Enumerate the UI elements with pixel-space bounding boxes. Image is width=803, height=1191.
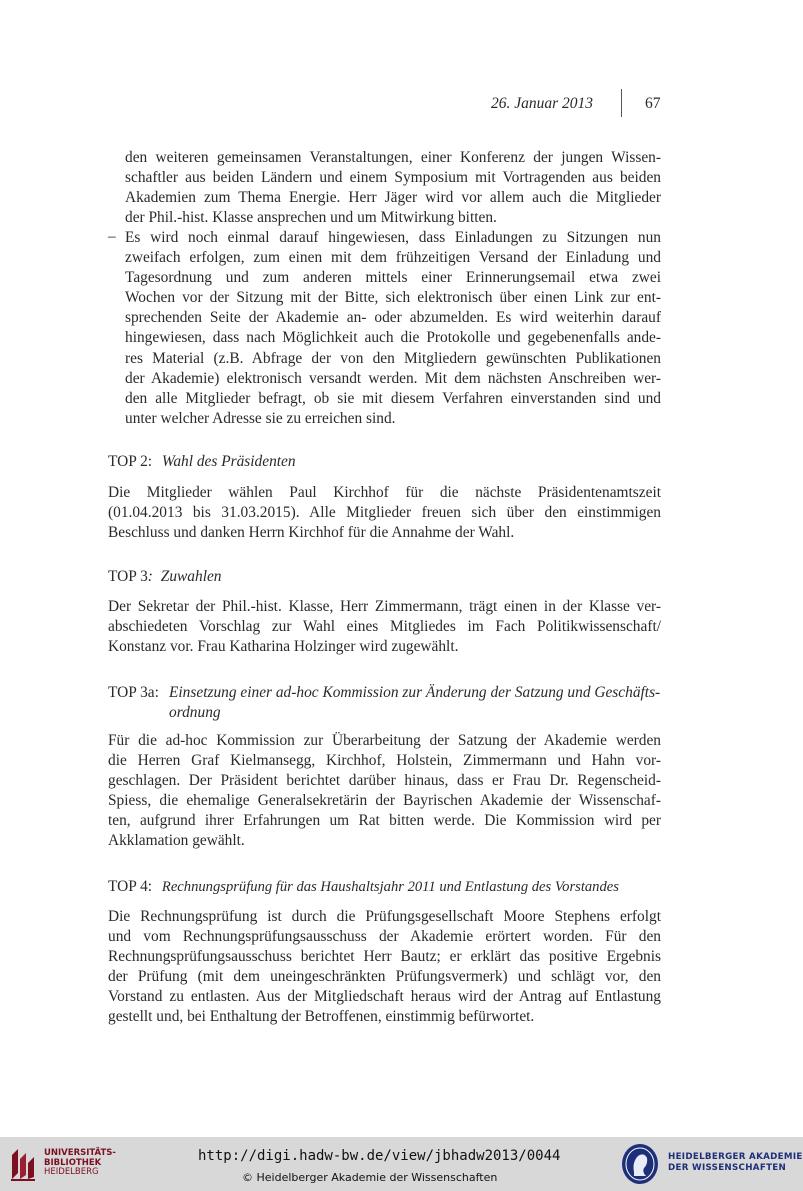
text-line: Akademien zum Thema Energie. Herr Jäger wird vor allem auch die Mitglieder [125, 189, 661, 207]
bullet-paragraph [125, 228, 661, 429]
top4-heading [108, 877, 619, 897]
top3-heading [108, 567, 222, 587]
text-line: ten, aufgrund ihrer Erfahrungen um Rat bitten werde. Die Kommission wird per [108, 812, 661, 830]
text-line: und vom Rechnungsprüfungsausschuss der Akademie erörtert worden. Für den [108, 928, 661, 946]
text-line: gestellt und, bei Enthaltung der Betroffenen, einstimmig befürwortet. [108, 1008, 535, 1026]
top3a-heading [108, 683, 661, 723]
bullet-dash: – [108, 228, 116, 245]
page-number: 67 [645, 95, 661, 112]
academy-name-line: DER WISSENSCHAFTEN [668, 1163, 787, 1173]
library-name-line: BIBLIOTHEK [44, 1157, 102, 1168]
university-library-logo-icon[interactable] [8, 1145, 38, 1183]
running-head [0, 95, 803, 119]
text-line: Konstanz vor. Frau Katharina Holzinger wird zugewählt. [108, 638, 459, 656]
top4-paragraph [108, 907, 661, 1028]
text-line: Der Sekretar der Phil.-hist. Klasse, Herr Zimmermann, trägt einen in der Klasse ver- [108, 598, 661, 615]
university-library-name [44, 1149, 116, 1178]
top3a-title [169, 683, 660, 723]
top3-title: Zuwahlen [160, 568, 222, 585]
text-line: Wochen vor der Sitzung mit der Bitte, sich elektronisch über einen Link zur ent- [125, 289, 661, 307]
text-line: Rechnungsprüfungsausschuss berichtet Herr Bautz; er erklärt das positive Ergebnis [108, 948, 661, 966]
top2-paragraph [108, 483, 661, 543]
text-line: der Prüfung (mit dem uneingeschränkten Prüfungsvermerk) und schlägt vor, den [108, 968, 661, 986]
continuation-paragraph [125, 148, 661, 228]
copyright-notice: © Heidelberger Akademie der Wissenschaften [242, 1171, 498, 1184]
top3a-title-line: ordnung [169, 704, 221, 721]
text-line: res Material (z.B. Abfrage der von den Mitgliedern gewünschten Publikationen [125, 349, 661, 367]
text-line: der Phil.-hist. Klasse ansprechen und um Mitwirkung bitten. [125, 209, 497, 227]
text-line: (01.04.2013 bis 31.03.2015). Alle Mitglieder freuen sich über den einstimmigen [108, 504, 661, 522]
top2-heading [108, 452, 296, 472]
top3-colon: : [147, 568, 153, 585]
top3-number: TOP 3 [108, 568, 148, 585]
text-line: hingewiesen, dass nach Möglichkeit auch die Protokolle und gegebenenfalls ande- [125, 329, 661, 347]
library-name-line: HEIDELBERG [44, 1167, 99, 1177]
text-line: Tagesordnung und zum anderen mittels einer Erinnerungsemail etwa zwei [125, 269, 661, 287]
text-line: Vorstand zu entlasten. Aus der Mitgliedschaft heraus wird der Antrag auf Entlastung [108, 988, 661, 1006]
top3a-paragraph [108, 731, 661, 852]
running-head-date: 26. Januar 2013 [490, 95, 593, 112]
text-line: schaftler aus beiden Ländern und einem Symposium mit Vortragenden aus beiden [125, 169, 661, 187]
text-line: Beschluss und danken Herrn Kirchhof für die Annahme der Wahl. [108, 524, 515, 542]
top2-title: Wahl des Präsidenten [161, 453, 296, 470]
academy-name-line: HEIDELBERGER AKADEMIE [668, 1152, 803, 1162]
text-line: die Herren Graf Kielmansegg, Kirchhof, Holstein, Zimmermann und Hahn vor- [108, 752, 661, 770]
library-name-line: UNIVERSITÄTS- [44, 1148, 116, 1158]
text-line: Spiess, die ehemalige Generalsekretärin der Bayrischen Akademie der Wissenschaf- [108, 792, 661, 810]
academy-seal-icon[interactable] [620, 1142, 660, 1186]
text-line: Die Mitglieder wählen Paul Kirchhof für die nächste Präsidentenamtszeit [108, 484, 661, 501]
text-line: Akklamation gewählt. [108, 832, 245, 850]
text-line: den weiteren gemeinsamen Veranstaltungen, einer Konferenz der jungen Wissen- [125, 149, 661, 166]
text-line: Die Rechnungsprüfung ist durch die Prüfungsgesellschaft Moore Stephens erfolgt [108, 908, 661, 925]
top4-number: TOP 4: [108, 878, 153, 895]
text-line: zweifach erfolgen, zum einen mit dem frühzeitigen Versand der Einladung und [125, 249, 661, 267]
top4-title: Rechnungsprüfung für das Haushaltsjahr 2011 und Entlastung des Vorstandes [161, 879, 619, 895]
top2-number: TOP 2: [108, 453, 153, 470]
text-line: den alle Mitglieder befragt, ob sie mit diesem Verfahren einverstanden sind und [125, 389, 661, 407]
text-line: Für die ad-hoc Kommission zur Überarbeitung der Satzung der Akademie werden [108, 732, 661, 749]
running-head-divider [621, 89, 622, 117]
text-line: sprechenden Seite der Akademie an- oder abzumelden. Es wird weiterhin darauf [125, 309, 661, 327]
text-line: geschlagen. Der Präsident berichtet darüber hinaus, dass er Frau Dr. Regenscheid- [108, 772, 661, 790]
text-line: abschiedeten Vorschlag zur Wahl eines Mitgliedes im Fach Politikwissenschaft/ [108, 618, 661, 636]
footer-band [0, 1137, 803, 1191]
text-line: unter welcher Adresse sie zu erreichen sind. [125, 409, 396, 427]
top3a-title-line: Einsetzung einer ad-hoc Kommission zur Änderung der Satzung und Geschäfts- [169, 684, 661, 701]
academy-name [668, 1152, 803, 1174]
permalink-url[interactable]: http://digi.hadw-bw.de/view/jbhadw2013/0044 [198, 1148, 561, 1164]
text-line: der Akademie) elektronisch versandt werden. Mit dem nächsten Anschreiben wer- [125, 369, 661, 387]
text-line: Es wird noch einmal darauf hingewiesen, dass Einladungen zu Sitzungen nun [125, 229, 661, 246]
top3-paragraph [108, 597, 661, 657]
top3a-number: TOP 3a: [108, 684, 159, 701]
